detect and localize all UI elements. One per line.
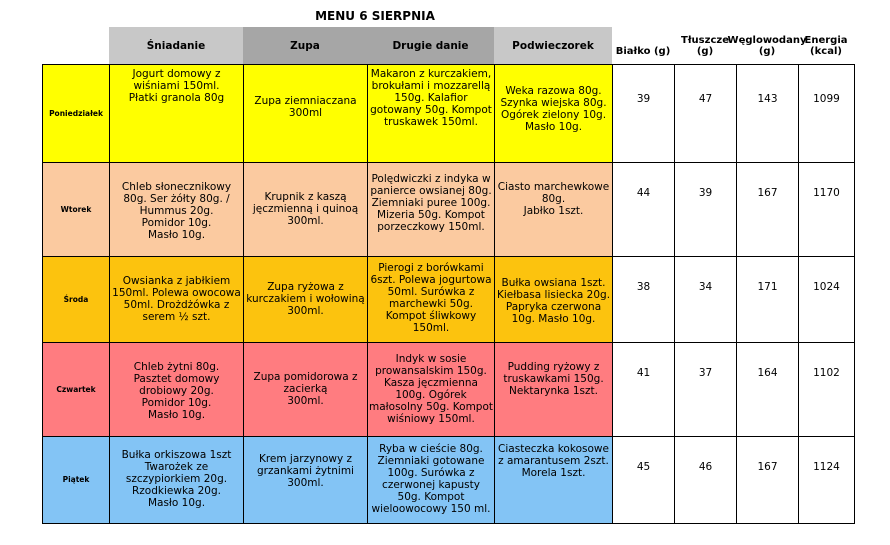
header-main: Drugie danie <box>367 27 494 64</box>
snack-text: Ciasto marchewkowe 80g. Jabłko 1szt. <box>497 181 610 217</box>
energy-cell: 1170 <box>799 163 855 257</box>
main-text: Makaron z kurczakiem, brokułami i mozzarellą 150g. Kalafior gotowany 50g. Kompot truskawek 150ml. <box>370 68 492 128</box>
table-row <box>43 437 855 524</box>
menu-title: MENU 6 SIERPNIA <box>315 9 435 23</box>
header-protein: Białko (g) <box>615 46 671 57</box>
snack-text: Pudding ryżowy z truskawkami 150g. Nektarynka 1szt. <box>503 361 604 397</box>
breakfast-text: Chleb słonecznikowy 80g. Ser żółty 80g. / Hummus 20g. Pomidor 10g. Masło 10g. <box>121 181 232 241</box>
protein-cell: 38 <box>613 257 675 343</box>
soup-cell <box>244 343 368 437</box>
day-cell: Środa <box>43 257 110 343</box>
carbs-cell: 164 <box>737 343 799 437</box>
energy-cell: 1102 <box>799 343 855 437</box>
day-cell: Wtorek <box>43 163 110 257</box>
snack-cell <box>495 163 613 257</box>
menu-table <box>42 64 855 524</box>
breakfast-cell <box>110 163 244 257</box>
soup-text: Zupa ryżowa z kurczakiem i wołowiną 300ml. <box>246 281 365 317</box>
soup-text: Krupnik z kaszą jęczmienną i quinoą 300ml. <box>252 191 359 227</box>
soup-text: Krem jarzynowy z grzankami żytnimi 300ml. <box>257 453 354 489</box>
soup-text: Zupa pomidorowa z zacierką 300ml. <box>253 371 358 407</box>
fat-cell: 39 <box>675 163 737 257</box>
main-cell <box>368 163 495 257</box>
main-cell <box>368 257 495 343</box>
snack-cell <box>495 257 613 343</box>
protein-cell: 39 <box>613 65 675 163</box>
main-cell <box>368 437 495 524</box>
breakfast-cell <box>110 257 244 343</box>
breakfast-cell <box>110 343 244 437</box>
breakfast-cell <box>110 437 244 524</box>
snack-cell <box>495 437 613 524</box>
snack-cell <box>495 65 613 163</box>
breakfast-text: Jogurt domowy z wiśniami 150ml. Płatki granola 80g <box>128 68 225 104</box>
soup-cell <box>244 257 368 343</box>
header-fat: Tłuszcze (g) <box>681 34 729 57</box>
snack-text: Ciasteczka kokosowe z amarantusem 2szt. Morela 1szt. <box>498 443 609 479</box>
carbs-cell: 171 <box>737 257 799 343</box>
main-text: Ryba w cieście 80g. Ziemniaki gotowane 100g. Surówka z czerwonej kapusty 50g. Kompot wieloowocowy 150 ml. <box>371 443 491 515</box>
main-text: Polędwiczki z indyka w panierce owsianej 80g. Ziemniaki puree 100g. Mizeria 50g. Kompot porzeczkowy 150ml. <box>370 173 492 233</box>
header-breakfast: Śniadanie <box>109 27 243 64</box>
snack-text: Bułka owsiana 1szt. Kiełbasa lisiecka 20g. Papryka czerwona 10g. Masło 10g. <box>496 277 611 325</box>
fat-cell: 37 <box>675 343 737 437</box>
carbs-cell: 143 <box>737 65 799 163</box>
day-cell: Poniedziałek <box>43 65 110 163</box>
breakfast-text: Chleb żytni 80g. Pasztet domowy drobiowy 20g. Pomidor 10g. Masło 10g. <box>133 361 220 421</box>
header-energy: Energia (kcal) <box>804 34 848 57</box>
table-row <box>43 257 855 343</box>
breakfast-text: Bułka orkiszowa 1szt Twarożek ze szczypiorkiem 20g. Rzodkiewka 20g. Masło 10g. <box>121 449 232 509</box>
protein-cell: 45 <box>613 437 675 524</box>
fat-cell: 34 <box>675 257 737 343</box>
main-cell <box>368 343 495 437</box>
soup-cell <box>244 65 368 163</box>
energy-cell: 1024 <box>799 257 855 343</box>
day-cell: Piątek <box>43 437 110 524</box>
snack-text: Weka razowa 80g. Szynka wiejska 80g. Ogórek zielony 10g. Masło 10g. <box>500 85 607 133</box>
table-row <box>43 65 855 163</box>
fat-cell: 47 <box>675 65 737 163</box>
header-snack: Podwieczorek <box>494 27 612 64</box>
table-row <box>43 343 855 437</box>
carbs-cell: 167 <box>737 437 799 524</box>
main-text: Indyk w sosie prowansalskim 150g. Kasza jęczmienna 100g. Ogórek małosolny 50g. Kompot wiśniowy 150ml. <box>369 353 494 425</box>
breakfast-text: Owsianka z jabłkiem 150ml. Polewa owocowa 50ml. Drożdżówka z serem ½ szt. <box>112 275 241 323</box>
main-cell <box>368 65 495 163</box>
protein-cell: 41 <box>613 343 675 437</box>
soup-cell <box>244 437 368 524</box>
breakfast-cell <box>110 65 244 163</box>
main-text: Pierogi z borówkami 6szt. Polewa jogurtowa 50ml. Surówka z marchewki 50g. Kompot śliwkowy 150ml. <box>370 262 492 334</box>
table-row <box>43 163 855 257</box>
soup-text: Zupa ziemniaczana 300ml <box>254 95 357 119</box>
energy-cell: 1124 <box>799 437 855 524</box>
header-soup: Zupa <box>243 27 367 64</box>
energy-cell: 1099 <box>799 65 855 163</box>
fat-cell: 46 <box>675 437 737 524</box>
header-carbs: Węglowodany (g) <box>727 34 807 57</box>
soup-cell <box>244 163 368 257</box>
snack-cell <box>495 343 613 437</box>
carbs-cell: 167 <box>737 163 799 257</box>
day-cell: Czwartek <box>43 343 110 437</box>
protein-cell: 44 <box>613 163 675 257</box>
